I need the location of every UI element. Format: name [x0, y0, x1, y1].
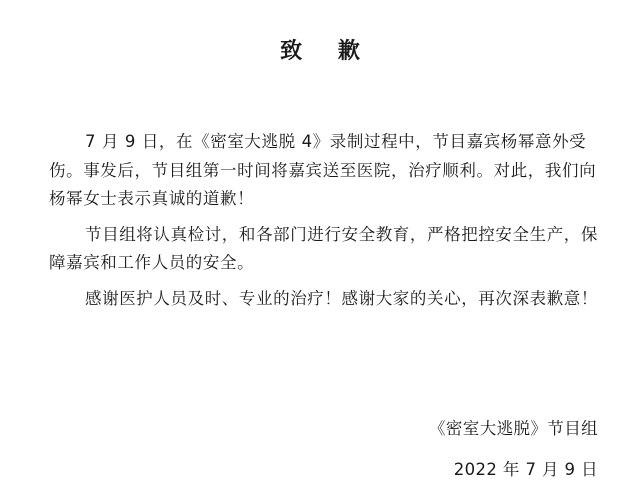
- document-title: 致 歉: [280, 39, 374, 64]
- signature: 《密室大逃脱》节目组: [429, 419, 598, 438]
- paragraph-thanks: 感谢医护人员及时、专业的治疗！感谢大家的关心，再次深表歉意！: [85, 288, 598, 308]
- paragraph-incident: 7 月 9 日，在《密室大逃脱 4》录制过程中，节目嘉宾杨幂意外受伤。事发后，节目组第一时间将嘉宾送至医院，治疗顺利。对此，我们向杨幂女士表示真诚的道歉！: [49, 132, 597, 208]
- paragraph-review: 节目组将认真检讨，和各部门进行安全教育，严格把控安全生产，保障嘉宾和工作人员的安全。: [49, 224, 598, 272]
- document-date: 2022 年 7 月 9 日: [453, 460, 598, 479]
- document-body: [49, 128, 609, 313]
